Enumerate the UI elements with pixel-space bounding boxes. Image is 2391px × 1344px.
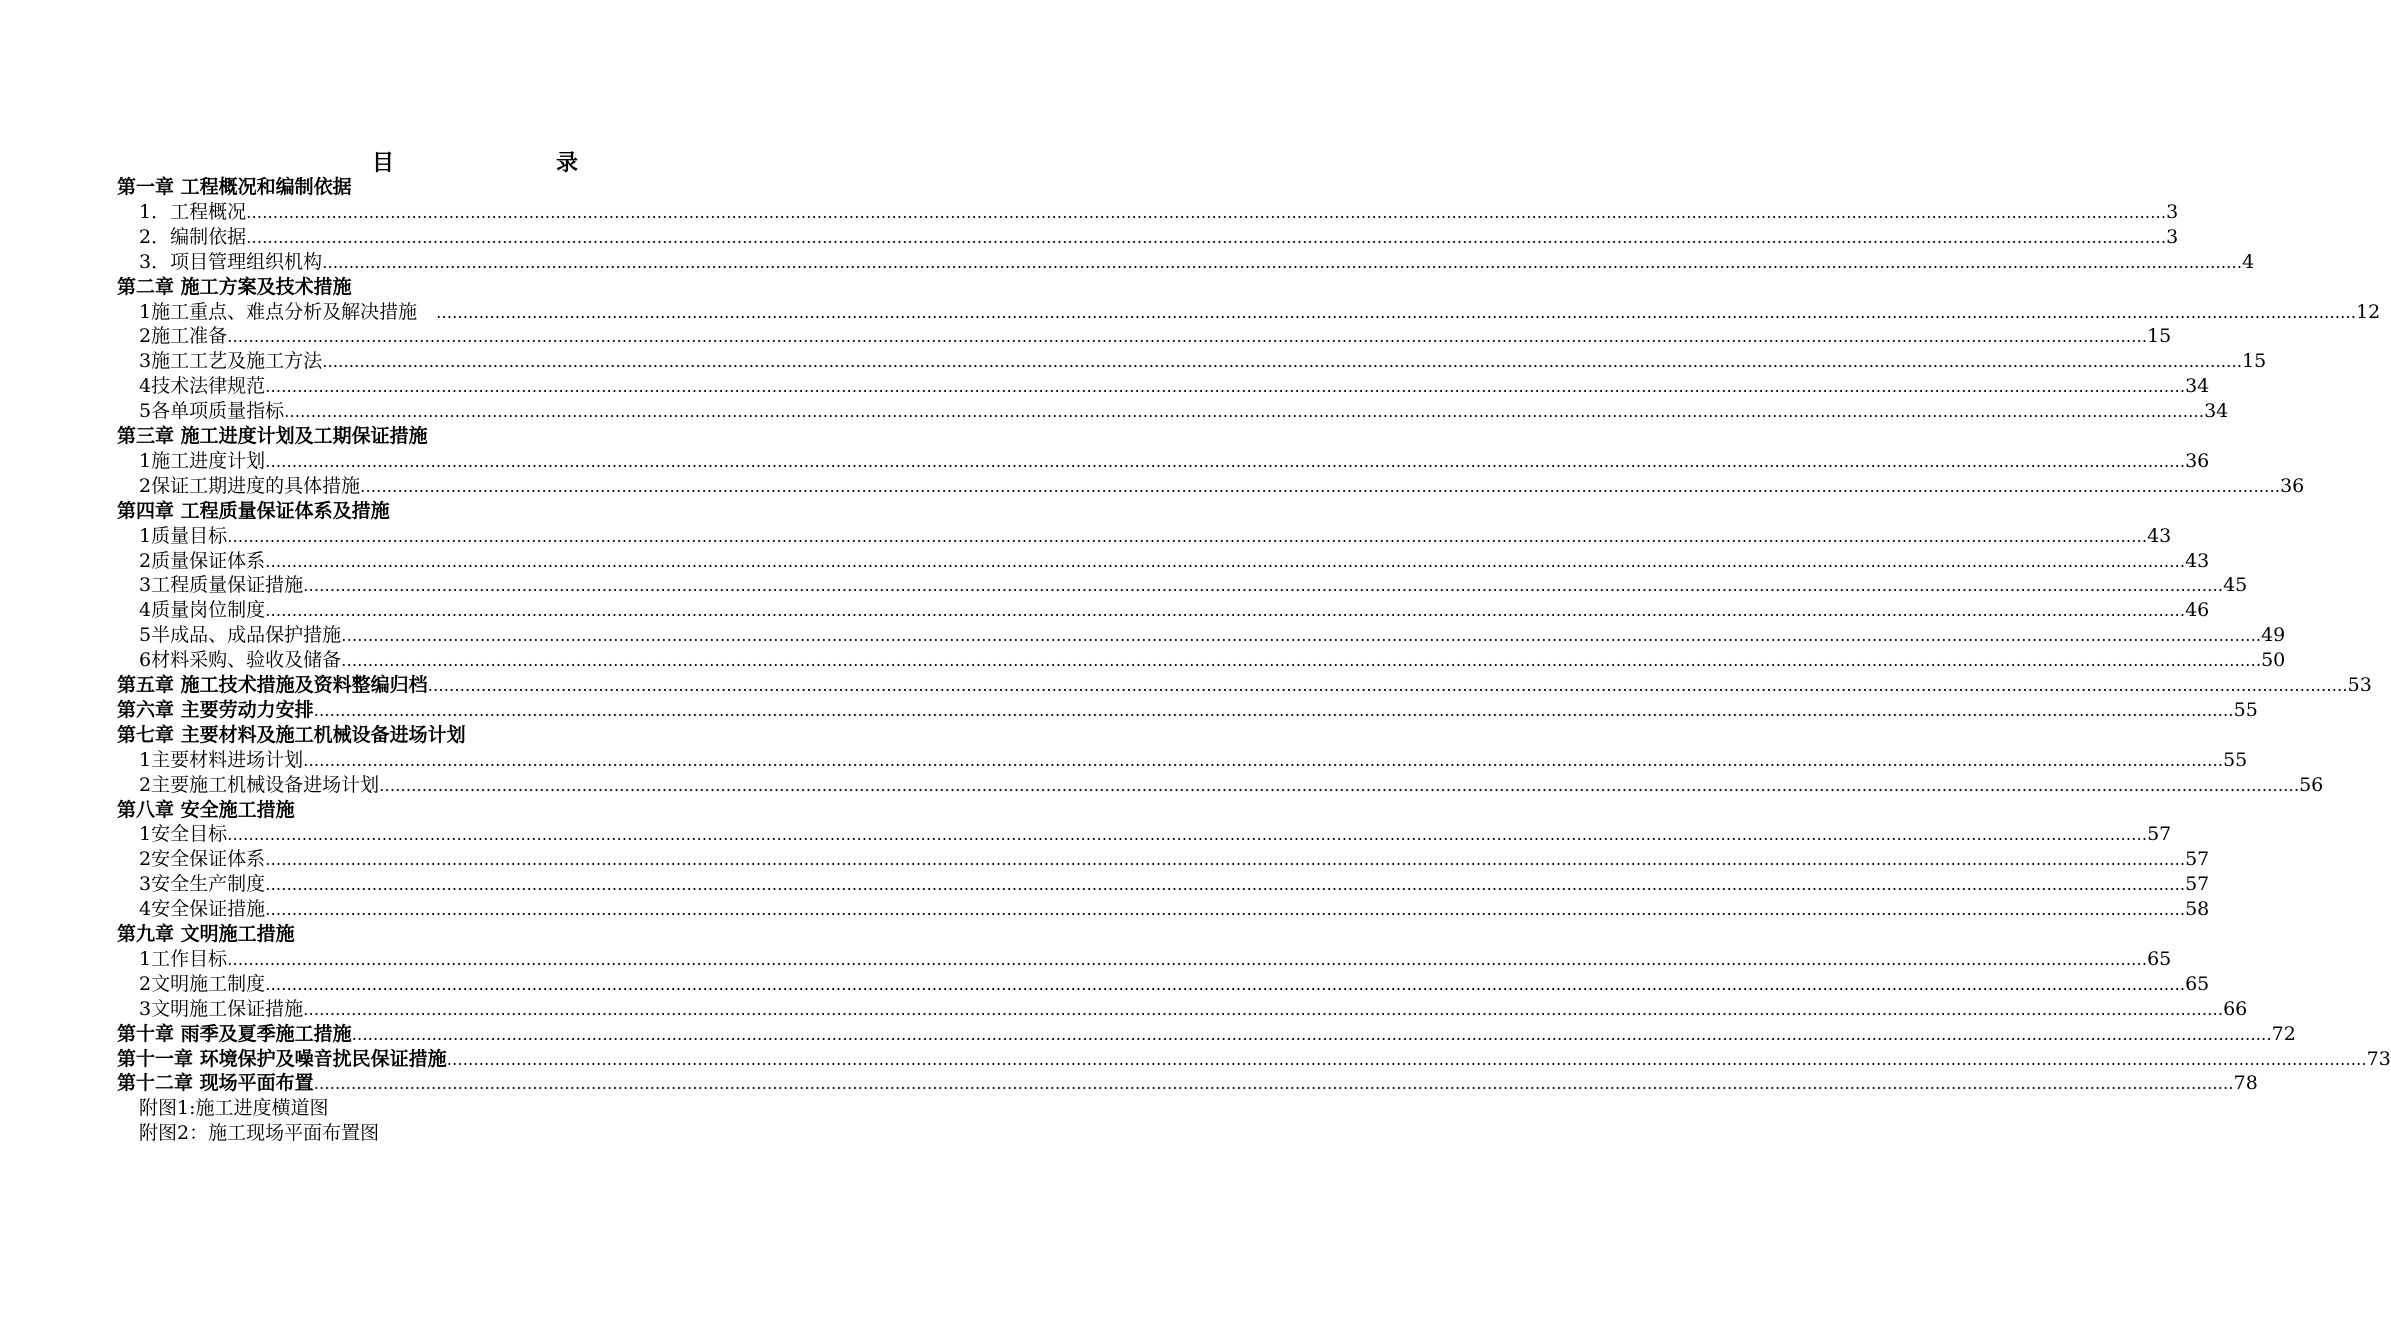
toc-page-number: 3 [2166,200,2179,223]
toc-chapter-entry [117,499,390,524]
toc-dot-leader: ……………………………………………………………………………………………………………………………………………………………………………………………………………………………………………………………………………………………………………………………… [322,252,2243,272]
toc-chapter-entry [117,723,466,748]
toc-entry-label: 1．工程概况 [139,200,247,223]
toc-entry-label: 6材料采购、验收及储备 [139,649,342,672]
toc-page-number: 43 [2147,524,2172,547]
toc-entry-label: 5半成品、成品保护措施 [139,624,342,647]
toc-entry-label: 2施工准备 [139,325,228,348]
toc-page-number: 34 [2204,400,2229,423]
toc-page-number: 36 [2185,449,2210,472]
toc-section-entry [139,524,2172,549]
toc-dot-leader: ……………………………………………………………………………………………………………………………………………………………………………………………………………………………………………………………………………………………………………………………… [303,576,2224,596]
toc-page-number: 46 [2185,599,2210,622]
toc-dot-leader: ……………………………………………………………………………………………………………………………………………………………………………………………………………………………………………………………………………………………………………………………… [427,676,2348,695]
toc-entry-label: 附图2：施工现场平面布置图 [139,1122,380,1145]
toc-section-entry [139,897,2210,922]
toc-dot-leader: ……………………………………………………………………………………………………………………………………………………………………………………………………………………………………………………………………………………………………………………………… [284,402,2205,422]
toc-entry-label: 第三章 施工进度计划及工期保证措施 [117,425,428,447]
toc-section-entry [139,623,2286,648]
toc-dot-leader: ……………………………………………………………………………………………………………………………………………………………………………………………………………………………………………………………………………………………………………………………… [265,974,2186,994]
toc-page-number: 45 [2223,574,2248,597]
toc-section-entry [139,399,2229,424]
toc-dot-leader: ……………………………………………………………………………………………………………………………………………………………………………………………………………………………………………………………………………………………………………………………… [379,775,2300,795]
toc-entry-label: 3工程质量保证措施 [139,574,304,597]
toc-entry-label: 2保证工期进度的具体措施 [139,474,361,497]
toc-dot-leader: ……………………………………………………………………………………………………………………………………………………………………………………………………………………………………………………………………………………………………………………………… [265,451,2186,471]
toc-section-entry [139,300,2381,325]
toc-section-entry [139,773,2324,798]
toc-entry-label: 第八章 安全施工措施 [117,798,295,821]
toc-chapter-entry [117,922,295,947]
toc-dot-leader: ……………………………………………………………………………………………………………………………………………………………………………………………………………………………………………………………………………………………………………………………… [265,377,2186,397]
toc-entry-label: 第二章 施工方案及技术措施 [117,275,352,298]
toc-section-entry [139,449,2210,474]
toc-page-number: 57 [2147,823,2172,846]
toc-section-entry [139,324,2172,349]
toc-chapter-entry [117,1022,2296,1047]
toc-entry-label: 第十二章 现场平面布置 [117,1072,314,1095]
toc-entry-label: 第五章 施工技术措施及资料整编归档 [117,674,428,696]
toc-entry-label: 第十章 雨季及夏季施工措施 [117,1022,352,1045]
toc-page-number: 73 [2366,1047,2391,1070]
toc-dot-leader: ……………………………………………………………………………………………………………………………………………………………………………………………………………………………………………………………………………………………………………………………… [341,651,2262,671]
toc-page-number: 36 [2280,474,2305,497]
toc-entry-label: 第四章 工程质量保证体系及措施 [117,499,390,522]
toc-page-number: 65 [2147,947,2172,970]
toc-entry-label: 3安全生产制度 [139,873,266,896]
toc-dot-leader: ……………………………………………………………………………………………………………………………………………………………………………………………………………………………………………………………………………………………………………………………… [265,875,2186,895]
toc-entry-label: 2主要施工机械设备进场计划 [139,773,380,796]
toc-page-number: 72 [2271,1022,2296,1045]
toc-entry-label: 第六章 主要劳动力安排 [117,698,314,721]
toc-section-entry [139,573,2248,598]
toc-section-entry [139,598,2210,623]
toc-dot-leader: ……………………………………………………………………………………………………………………………………………………………………………………………………………………………………………………………………………………………………………………………… [436,302,2357,322]
toc-entry-label: 第一章 工程概况和编制依据 [117,176,352,198]
toc-section-entry [139,822,2172,847]
toc-section-entry [139,872,2210,897]
toc-section-entry [139,847,2210,872]
toc-page-number: 49 [2261,624,2286,647]
toc-entry-label: 第九章 文明施工措施 [117,923,295,945]
toc-entry-label: 2质量保证体系 [139,549,266,572]
toc-page-number: 43 [2185,549,2210,572]
toc-dot-leader: ……………………………………………………………………………………………………………………………………………………………………………………………………………………………………………………………………………………………………………………………… [265,601,2186,621]
toc-chapter-entry [117,1071,2258,1096]
toc-dot-leader: ……………………………………………………………………………………………………………………………………………………………………………………………………………………………………………………………………………………………………………………………… [303,999,2224,1019]
toc-entry-label: 1主要材料进场计划 [139,748,304,771]
toc-entry-label: 1施工进度计划 [139,449,266,472]
toc-page-number: 65 [2185,972,2210,995]
toc-dot-leader: ……………………………………………………………………………………………………………………………………………………………………………………………………………………………………………………………………………………………………………………………… [360,476,2281,496]
toc-section-entry [139,648,2286,673]
toc-chapter-entry [117,275,352,300]
toc-chapter-entry [117,175,352,200]
toc-entry-label: 2文明施工制度 [139,972,266,995]
toc-section-entry [139,374,2210,399]
toc-page-number: 57 [2185,848,2210,871]
toc-chapter-entry [117,424,428,449]
toc-page-number: 50 [2261,649,2286,672]
toc-page-number: 34 [2185,375,2210,398]
toc-dot-leader: ……………………………………………………………………………………………………………………………………………………………………………………………………………………………………………………………………………………………………………………………… [313,700,2234,720]
toc-dot-leader: ……………………………………………………………………………………………………………………………………………………………………………………………………………………………………………………………………………………………………………………………… [351,1024,2272,1044]
toc-chapter-entry [117,798,295,823]
toc-page-number: 15 [2242,350,2267,373]
toc-dot-leader: ……………………………………………………………………………………………………………………………………………………………………………………………………………………………………………………………………………………………………………………………… [303,750,2224,770]
toc-entry-label: 3施工工艺及施工方法 [139,350,323,373]
toc-dot-leader: ……………………………………………………………………………………………………………………………………………………………………………………………………………………………………………………………………………………………………………………………… [227,526,2148,546]
toc-dot-leader: ……………………………………………………………………………………………………………………………………………………………………………………………………………………………………………………………………………………………………………………………… [265,850,2186,870]
toc-entry-label: 4技术法律规范 [139,375,266,398]
toc-section-entry [139,549,2210,574]
toc-dot-leader: ……………………………………………………………………………………………………………………………………………………………………………………………………………………………………………………………………………………………………………………………… [322,352,2243,372]
toc-dot-leader: ……………………………………………………………………………………………………………………………………………………………………………………………………………………………………………………………………………………………………………………………… [446,1049,2367,1069]
toc-dot-leader: ……………………………………………………………………………………………………………………………………………………………………………………………………………………………………………………………………………………………………………………………… [265,551,2186,571]
toc-dot-leader: ……………………………………………………………………………………………………………………………………………………………………………………………………………………………………………………………………………………………………………………………… [246,227,2167,247]
toc-dot-leader: ……………………………………………………………………………………………………………………………………………………………………………………………………………………………………………………………………………………………………………………………… [227,327,2148,347]
toc-page-number: 78 [2233,1072,2258,1095]
toc-section-entry [139,200,2179,225]
toc-page-number: 58 [2185,898,2210,921]
toc-section-entry [139,1096,329,1121]
toc-section-entry [139,972,2210,997]
toc-entry-label: 1工作目标 [139,947,228,970]
toc-section-entry [139,997,2248,1022]
toc-page-number: 57 [2185,873,2210,896]
toc-section-entry [139,250,2255,275]
toc-page-number: 56 [2299,773,2324,796]
toc-chapter-entry [117,673,2372,698]
toc-entry-label: 第七章 主要材料及施工机械设备进场计划 [117,723,466,746]
toc-page-number: 66 [2223,997,2248,1020]
toc-page-number: 15 [2147,325,2172,348]
toc-section-entry [139,1121,379,1146]
toc-dot-leader: ……………………………………………………………………………………………………………………………………………………………………………………………………………………………………………………………………………………………………………………………… [246,202,2167,222]
toc-section-entry [139,947,2172,972]
toc-chapter-entry [117,1047,2391,1072]
toc-entry-label: 1安全目标 [139,823,228,846]
toc-entry-label: 4质量岗位制度 [139,599,266,622]
toc-page-number: 55 [2223,748,2248,771]
toc-chapter-entry [117,698,2258,723]
toc-dot-leader: ……………………………………………………………………………………………………………………………………………………………………………………………………………………………………………………………………………………………………………………………… [341,626,2262,646]
toc-title: 目 录 [371,151,648,176]
toc-entry-label: 2．编制依据 [139,225,247,248]
toc-page-number: 53 [2347,674,2372,696]
toc-entry-label: 附图1:施工进度横道图 [139,1097,329,1120]
toc-entry-label: 5各单项质量指标 [139,400,285,423]
toc-entry-label: 1质量目标 [139,524,228,547]
toc-section-entry [139,474,2305,499]
toc-section-entry [139,225,2179,250]
toc-entry-label: 4安全保证措施 [139,898,266,921]
toc-entry-label: 2安全保证体系 [139,848,266,871]
toc-entry-label: 1施工重点、难点分析及解决措施 [139,300,437,323]
toc-dot-leader: ……………………………………………………………………………………………………………………………………………………………………………………………………………………………………………………………………………………………………………………………… [265,900,2186,920]
toc-section-entry [139,748,2248,773]
toc-entry-label: 3．项目管理组织机构 [139,250,323,273]
toc-page-number: 55 [2233,698,2258,721]
toc-page-number: 3 [2166,225,2179,248]
toc-entry-label: 第十一章 环境保护及噪音扰民保证措施 [117,1047,447,1070]
toc-section-entry [139,349,2267,374]
toc-dot-leader: ……………………………………………………………………………………………………………………………………………………………………………………………………………………………………………………………………………………………………………………………… [313,1074,2234,1094]
toc-page-number: 12 [2356,300,2381,323]
toc-page-number: 4 [2242,250,2255,273]
toc-dot-leader: ……………………………………………………………………………………………………………………………………………………………………………………………………………………………………………………………………………………………………………………………… [227,825,2148,845]
toc-entry-label: 3文明施工保证措施 [139,997,304,1020]
toc-dot-leader: ……………………………………………………………………………………………………………………………………………………………………………………………………………………………………………………………………………………………………………………………… [227,949,2148,969]
